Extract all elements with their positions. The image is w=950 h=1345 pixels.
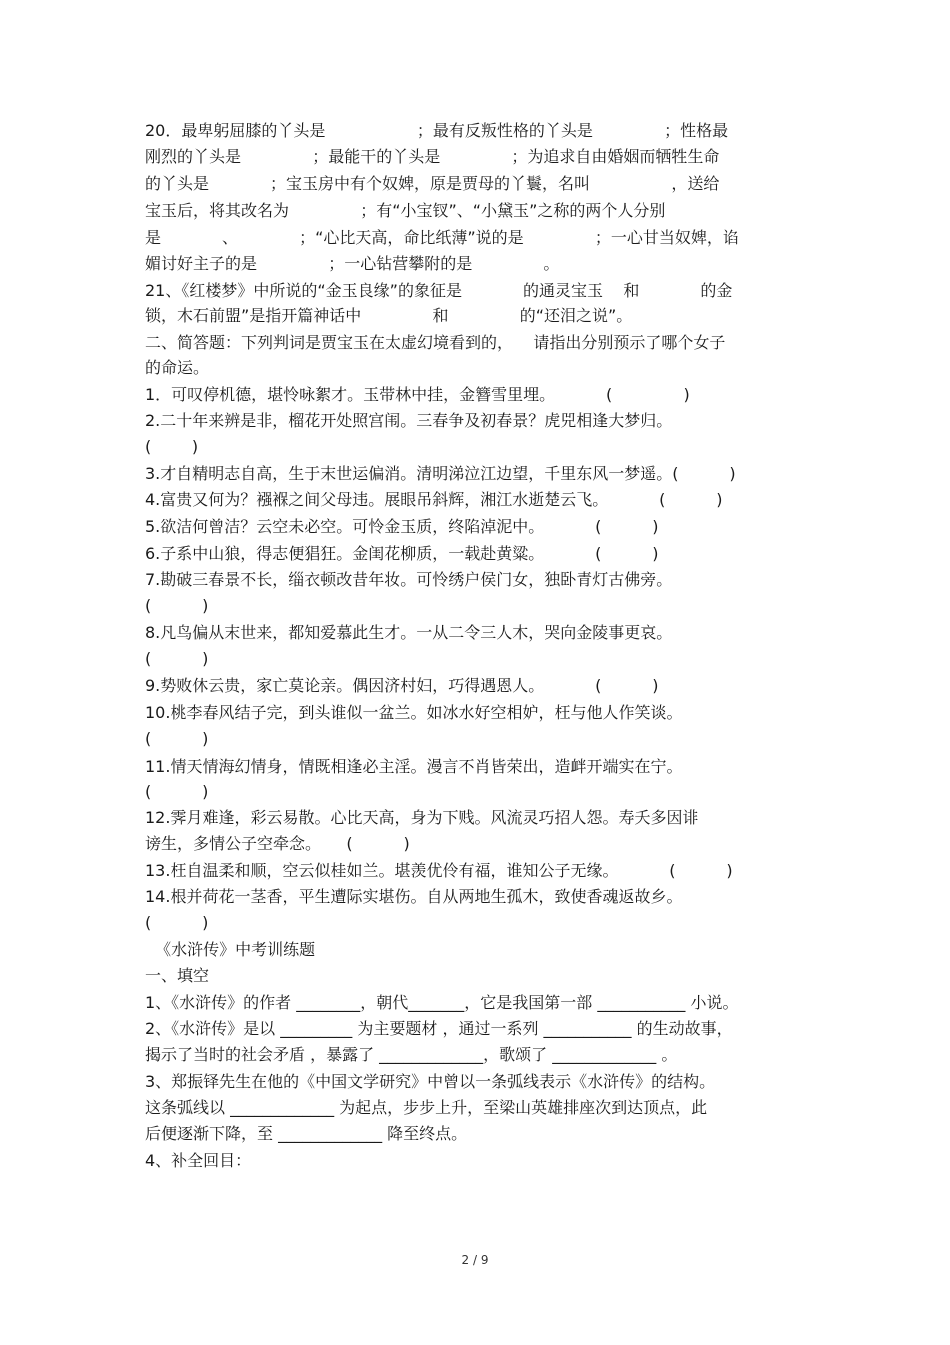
text-line: 3.才自精明志自高，生于末世运偏消。清明涕泣江边望，千里东风一梦遥。( )	[145, 464, 736, 483]
text-line: 锁，木石前盟”是指开篇神话中 和 的“还泪之说”。	[145, 306, 633, 325]
text-line: ( )	[145, 437, 199, 456]
text-line: 揭示了当时的社会矛盾 ，暴露了 _____________，歌颂了 _____________ 。	[145, 1045, 678, 1064]
text-line: 1．可叹停机德，堪怜咏絮才。玉带林中挂，金簪雪里埋。 ( )	[145, 385, 690, 404]
text-line: 二、简答题：下列判词是贾宝玉在太虚幻境看到的， 请指出分别预示了哪个女子	[145, 333, 726, 352]
text-line: ( )	[145, 596, 209, 615]
text-line: 10.桃李春风结子完，到头谁似一盆兰。如冰水好空相妒，枉与他人作笑谈。	[145, 703, 683, 722]
text-line: 14.根并荷花一茎香，平生遭际实堪伤。自从两地生孤木，致使香魂返故乡。	[145, 887, 683, 906]
text-line: 这条弧线以 _____________ 为起点，步步上升，至梁山英雄排座次到达顶点，此	[145, 1098, 708, 1117]
text-line: 2.二十年来辨是非，榴花开处照宫闱。三春争及初春景？虎兕相逢大梦归。	[145, 411, 673, 430]
text-line: 4.富贵又何为？襁褓之间父母违。展眼吊斜辉，湘江水逝楚云飞。 ( )	[145, 490, 723, 509]
text-line: 宝玉后，将其改名为 ；有“小宝钗”、“小黛玉”之称的两个人分别	[145, 201, 666, 220]
text-line: ( )	[145, 782, 209, 801]
section-title: 《水浒传》中考训练题	[145, 940, 316, 959]
text-line: ( )	[145, 729, 209, 748]
text-line: ( )	[145, 649, 209, 668]
text-line: ( )	[145, 913, 209, 932]
text-line: 7.勘破三春景不长，缁衣顿改昔年妆。可怜绣户侯门女，独卧青灯古佛旁。	[145, 570, 673, 589]
text-line: 11.情天情海幻情身，情既相逢必主淫。漫言不肖皆荣出，造衅开端实在宁。	[145, 757, 683, 776]
section-heading: 一、填空	[145, 966, 210, 985]
page-number: 2 / 9	[461, 1253, 489, 1267]
text-line: 的丫头是 ；宝玉房中有个奴婢，原是贾母的丫鬟，名叫 ，送给	[145, 174, 720, 193]
text-line: 谤生，多情公子空牵念。 ( )	[145, 834, 410, 853]
text-line: 12.霁月难逢，彩云易散。心比天高，身为下贱。风流灵巧招人怨。寿夭多因诽	[145, 808, 699, 827]
text-line: 8.凡鸟偏从末世来，都知爱慕此生才。一从二令三人木，哭向金陵事更哀。	[145, 623, 673, 642]
text-line: 4、补全回目：	[145, 1151, 252, 1170]
text-line: 后便逐渐下降，至 _____________ 降至终点。	[145, 1124, 468, 1143]
text-line: 媚讨好主子的是 ；一心钻营攀附的是 。	[145, 254, 560, 273]
text-line: 6.子系中山狼，得志便猖狂。金闺花柳质，一载赴黄粱。 ( )	[145, 544, 659, 563]
text-line: 是 、 ；“心比天高，命比纸薄”说的是 ；一心甘当奴婢，谄	[145, 228, 739, 247]
text-line: 20．最卑躬屈膝的丫头是 ；最有反叛性格的丫头是 ；性格最	[145, 121, 729, 140]
text-line: 2、《水浒传》是以 _________ 为主要题材 ，通过一系列 ___________ 的生动故事，	[145, 1019, 733, 1038]
text-line: 13.枉自温柔和顺，空云似桂如兰。堪羡优伶有福，谁知公子无缘。 ( )	[145, 861, 733, 880]
text-line: 的命运。	[145, 358, 210, 377]
text-line: 5.欲洁何曾洁？云空未必空。可怜金玉质，终陷淖泥中。 ( )	[145, 517, 659, 536]
text-line: 9.势败休云贵，家亡莫论亲。偶因济村妇，巧得遇恩人。 ( )	[145, 676, 659, 695]
text-line: 21、《红楼梦》中所说的“金玉良缘”的象征是 的通灵宝玉 和 的金	[145, 281, 733, 300]
text-line: 刚烈的丫头是 ；最能干的丫头是 ；为追求自由婚姻而牺牲生命	[145, 147, 720, 166]
text-line: 1、《水浒传》的作者 ________，朝代_______，它是我国第一部 ___________ 小说。	[145, 993, 739, 1012]
text-line: 3、郑振铎先生在他的《中国文学研究》中曾以一条弧线表示《水浒传》的结构。	[145, 1072, 716, 1091]
